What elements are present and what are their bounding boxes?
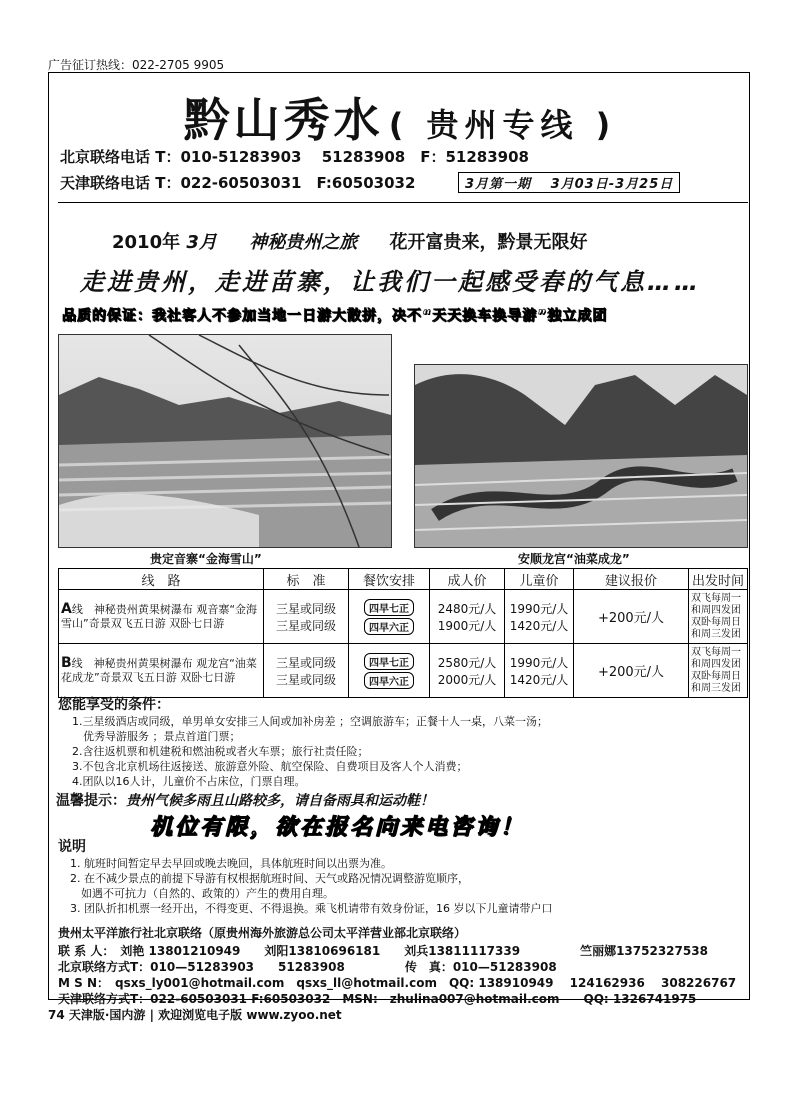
photo-rapeseed-dragon: [414, 364, 748, 548]
booking-slogan: 机位有限，欲在报名向来电咨询！: [150, 815, 526, 840]
contact-line: 联 系 人： 刘艳 13801210949 刘阳13810696181 刘兵13811117339 竺丽娜13752327538: [58, 944, 708, 958]
photo-caption-2: 安顺龙宫“油菜成龙”: [518, 552, 630, 566]
note-item: 3. 团队折扣机票一经开出，不得变更、不得退换。乘飞机请带有效身份证，16 岁以下儿童请带户口: [70, 902, 553, 915]
condition-item: 3.不包含北京机场往返接送、旅游意外险、航空保险、自费项目及客人个人消费；: [72, 760, 468, 773]
notes-title: 说明: [58, 839, 86, 855]
tip-text: 贵州气候多雨且山路较多，请自备雨具和运动鞋！: [126, 793, 434, 809]
route-cell: A线 神秘贵州黄果树瀑布 观音寨“金海雪山”奇景双飞五日游 双卧七日游: [59, 590, 264, 644]
child-price-cell: 1990元/人 1420元/人: [505, 590, 574, 644]
header-standard: 标 准: [264, 569, 349, 590]
tianjin-contact: 天津联络电话 T：022-60503031 F:60503032: [60, 174, 416, 192]
departure-cell: 双飞每周一 和周四发团 双卧每周日 和周三发团: [689, 590, 748, 644]
meal-cell: 四早七正 四早六正: [349, 590, 430, 644]
route-cell: B线 神秘贵州黄果树瀑布 观龙宫“油菜花成龙”奇景双飞五日游 双卧七日游: [59, 644, 264, 698]
page-footer: 74 天津版·国内游 | 欢迎浏览电子版 www.zyoo.net: [48, 1008, 342, 1022]
price-table: [58, 568, 748, 698]
tour-heading: [112, 228, 587, 254]
hotline-text: 广告征订热线：022-2705 9905: [48, 58, 225, 72]
page-title: [0, 84, 800, 150]
contact-line: 天津联络方式T：022-60503031 F:60503032 MSN: zhulina007@hotmail.com QQ: 1326741975: [58, 992, 697, 1006]
title-main-text: 黔山秀水: [183, 93, 384, 147]
header-suggest: 建议报价: [574, 569, 689, 590]
note-item: 2. 在不减少景点的前提下导游有权根据航班时间、天气或路况情况调整游览顺序，: [70, 872, 469, 885]
landscape-illustration: [415, 365, 747, 547]
condition-item: 优秀导游服务 ；景点首道门票；: [72, 730, 241, 743]
departure-cell: 双飞每周一 和周四发团 双卧每周日 和周三发团: [689, 644, 748, 698]
header-meal: 餐饮安排: [349, 569, 430, 590]
contact-line: 北京联络方式T：010—51283903 51283908 传 真：010—51283908: [58, 960, 557, 974]
header-child: 儿童价: [505, 569, 574, 590]
standard-cell: 三星或同级 三星或同级: [264, 590, 349, 644]
header-departure: 出发时间: [689, 569, 748, 590]
standard-cell: 三星或同级 三星或同级: [264, 644, 349, 698]
tour-year: 2010年: [112, 232, 181, 253]
condition-item: 2.含往返机票和机建税和燃油税或者火车票；旅行社责任险；: [72, 745, 369, 758]
contact-line: M S N： qsxs_ly001@hotmail.com qsxs_ll@hotmail.com QQ: 138910949 124162936 308226767: [58, 976, 737, 990]
issue-badge: 3月第一期 3月03日-3月25日: [458, 172, 680, 193]
divider: [58, 202, 748, 203]
suggest-price-cell: +200元/人: [574, 644, 689, 698]
photo-caption-1: 贵定音寨“金海雪山”: [150, 552, 262, 566]
photo-jinhai-snow-mountain: [58, 334, 392, 548]
conditions-title: 您能享受的条件：: [58, 697, 170, 713]
header-adult: 成人价: [430, 569, 505, 590]
landscape-illustration: [59, 335, 391, 547]
condition-item: 1.三星级酒店或同级，单男单女安排三人间或加补房差 ；空调旅游车；正餐十人一桌，八菜一汤；: [72, 715, 548, 728]
table-row: [59, 590, 748, 644]
meal-cell: 四早七正 四早六正: [349, 644, 430, 698]
table-header-row: [59, 569, 748, 590]
quality-banner: 品质的保证：我社客人不参加当地一日游大散拼，决不“天天换车换导游”独立成团: [62, 308, 608, 324]
beijing-contact: 北京联络电话 T：010-51283903 51283908 F：51283908: [60, 148, 529, 166]
condition-item: 4.团队以16人计，儿童价不占床位，门票自理。: [72, 775, 306, 788]
tour-month: 3月: [186, 232, 217, 253]
walk-banner: 走进贵州，走进苗寨，让我们一起感受春的气息……: [80, 268, 701, 296]
tour-slogan: 花开富贵来，黔景无限好: [389, 232, 588, 253]
agency-name: 贵州太平洋旅行社北京联络（原贵州海外旅游总公司太平洋营业部北京联络）: [58, 926, 467, 940]
title-sub-text: ( 贵州专线 ): [388, 106, 617, 144]
suggest-price-cell: +200元/人: [574, 590, 689, 644]
table-row: [59, 644, 748, 698]
note-item: 如遇不可抗力（自然的、政策的）产生的费用自理。: [70, 887, 334, 900]
warm-tip: [56, 790, 434, 810]
adult-price-cell: 2480元/人 1900元/人: [430, 590, 505, 644]
tip-label: 温馨提示：: [56, 793, 126, 809]
adult-price-cell: 2580元/人 2000元/人: [430, 644, 505, 698]
tour-name: 神秘贵州之旅: [249, 232, 358, 253]
child-price-cell: 1990元/人 1420元/人: [505, 644, 574, 698]
header-route: 线 路: [59, 569, 264, 590]
note-item: 1. 航班时间暂定早去早回或晚去晚回，具体航班时间以出票为准。: [70, 857, 392, 870]
